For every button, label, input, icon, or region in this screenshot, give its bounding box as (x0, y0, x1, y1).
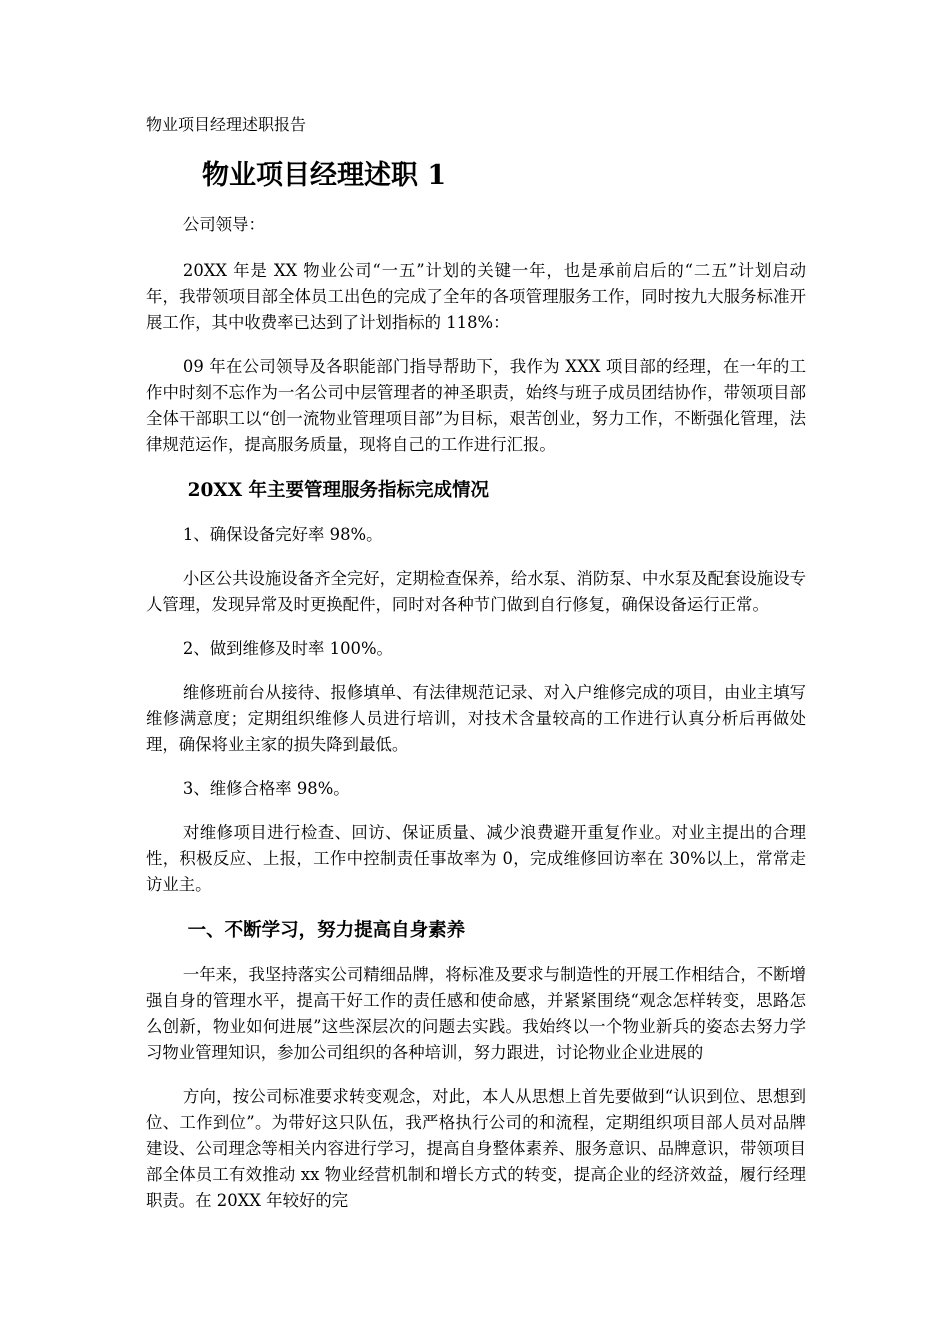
section-heading: 一、不断学习，努力提高自身素养 (187, 920, 466, 941)
list-item-text: 维修班前台从接待、报修填单、有法律规范记录、对入户维修完成的项目，由业主填写维修满意度；定期组织维修人员进行培训，对技术含量较高的工作进行认真分析后再做处理，确保将业主家的损失降到最低。 (146, 683, 806, 754)
body-paragraph: 方向，按公司标准要求转变观念，对此，本人从思想上首先要做到“认识到位、思想到位、工作到位”。为带好这只队伍，我严格执行公司的和流程，定期组织项目部人员对品牌建设、公司理念等相关内容进行学习，提高自身整体素养、服务意识、品牌意识，带领项目部全体员工有效推动 xx 物业经营机制和增长方式的转变，提高企业的经济效益，履行经理职责。在 20XX 年较好的完 (146, 1087, 806, 1210)
body-paragraph: 一年来，我坚持落实公司精细品牌，将标准及要求与制造性的开展工作相结合，不断增强自身的管理水平，提高干好工作的责任感和使命感，并紧紧围绕“观念怎样转变，思路怎么创新，物业如何进展”这些深层次的问题去实践。我始终以一个物业新兵的姿态去努力学习物业管理知识，参加公司组织的各种培训，努力跟进，讨论物业企业进展的 (146, 965, 806, 1062)
list-item-text: 小区公共设施设备齐全完好，定期检查保养，给水泵、消防泵、中水泵及配套设施设专人管理，发现异常及时更换配件，同时对各种节门做到自行修复，确保设备运行正常。 (146, 569, 806, 614)
list-item-text: 对维修项目进行检查、回访、保证质量、减少浪费避开重复作业。对业主提出的合理性，积极反应、上报，工作中控制责任事故率为 0，完成维修回访率在 30%以上，常常走访业主。 (146, 823, 806, 894)
intro-paragraph: 09 年在公司领导及各职能部门指导帮助下，我作为 XXX 项目部的经理，在一年的工作中时刻不忘作为一名公司中层管理者的神圣职责，始终与班子成员团结协作，带领项目部全体干部职工以“创一流物业管理项目部”为目标，艰苦创业，努力工作，不断强化管理，法律规范运作，提高服务质量，现将自己的工作进行汇报。 (146, 357, 806, 454)
section-heading: 20XX 年主要管理服务指标完成情况 (187, 480, 490, 501)
list-item-label: 1、确保设备完好率 98%。 (182, 525, 383, 544)
intro-paragraph: 20XX 年是 XX 物业公司“一五”计划的关键一年，也是承前启后的“二五”计划启动年，我带领项目部全体员工出色的完成了全年的各项管理服务工作，同时按九大服务标准开展工作，其中收费率已达到了计划指标的 118%： (146, 261, 806, 332)
document-page (146, 112, 806, 1232)
document-header: 物业项目经理述职报告 (146, 115, 307, 134)
document-title: 物业项目经理述职 1 (202, 160, 447, 191)
list-item-label: 2、做到维修及时率 100%。 (182, 639, 393, 658)
list-item-label: 3、维修合格率 98%。 (182, 779, 350, 798)
salutation: 公司领导： (182, 215, 265, 234)
